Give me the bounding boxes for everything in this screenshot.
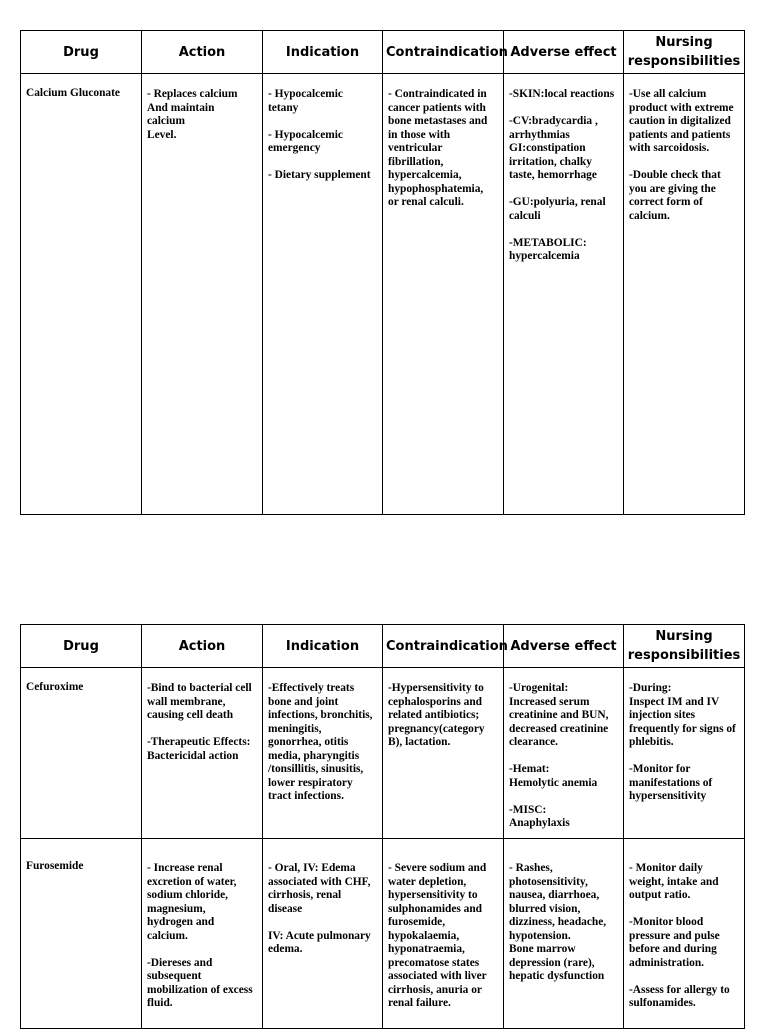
table-header-row bbox=[21, 625, 745, 668]
header-nursing-responsibilities bbox=[624, 625, 745, 668]
header-indication: Indication bbox=[263, 625, 383, 668]
table-header-row bbox=[21, 31, 745, 74]
header-drug: Drug bbox=[21, 31, 142, 74]
header-nursing-text: Nursing responsibilities bbox=[627, 629, 741, 663]
drug-name: Furosemide bbox=[26, 860, 84, 872]
action-cell bbox=[142, 74, 263, 515]
header-nursing-text: Nursing responsibilities bbox=[627, 35, 741, 69]
drug-table-1 bbox=[20, 30, 745, 515]
contraindication-cell bbox=[383, 668, 504, 839]
drug-table-2 bbox=[20, 624, 745, 1029]
drug-name-cell bbox=[21, 668, 142, 839]
action-cell bbox=[142, 668, 263, 839]
contraindication-cell bbox=[383, 839, 504, 1029]
action-text: - Replaces calcium And maintain calcium Level. bbox=[147, 88, 238, 141]
contraindication-text: -Hypersensitivity to cephalosporins and related antibiotics; pregnancy(category B), lactation. bbox=[388, 682, 485, 748]
drug-name: Calcium Gluconate bbox=[26, 87, 120, 99]
header-nursing-responsibilities bbox=[624, 31, 745, 74]
drug-name: Cefuroxime bbox=[26, 681, 84, 693]
adverse-effect-text: -Urogenital: Increased serum creatinine and BUN, decreased creatinine clearance. -Hemat: Hemolytic anemia -MISC: Anaphylaxis bbox=[509, 682, 609, 829]
adverse-effect-cell bbox=[504, 668, 624, 839]
header-adverse-effect: Adverse effect bbox=[504, 31, 624, 74]
indication-cell bbox=[263, 668, 383, 839]
header-contraindication: Contraindication bbox=[383, 31, 504, 74]
adverse-effect-text: -SKIN:local reactions -CV:bradycardia , arrhythmias GI:constipation irritation, chalky taste, hemorrhage -GU:polyuria, renal calculi -METABOLIC: hypercalcemia bbox=[509, 88, 615, 262]
header-indication: Indication bbox=[263, 31, 383, 74]
drug-name-cell bbox=[21, 74, 142, 515]
nursing-text: -Use all calcium product with extreme caution in digitalized patients and patients with sarcoidosis. -Double check that you are giving the correct form of calcium. bbox=[629, 88, 734, 222]
table-row bbox=[21, 668, 745, 839]
nursing-cell bbox=[624, 668, 745, 839]
indication-text: -Effectively treats bone and joint infections, bronchitis, meningitis, gonorrhea, otitis media, pharyngitis /tonsillitis, sinusitis, lower respiratory tract infections. bbox=[268, 682, 373, 802]
action-cell bbox=[142, 839, 263, 1029]
nursing-text: -During: Inspect IM and IV injection sites frequently for signs of phlebitis. -Monitor for manifestations of hypersensitivity bbox=[629, 682, 736, 802]
action-text: -Bind to bacterial cell wall membrane, causing cell death -Therapeutic Effects: Bactericidal action bbox=[147, 682, 252, 762]
table-row bbox=[21, 74, 745, 515]
nursing-cell bbox=[624, 839, 745, 1029]
nursing-cell bbox=[624, 74, 745, 515]
header-drug: Drug bbox=[21, 625, 142, 668]
contraindication-cell bbox=[383, 74, 504, 515]
indication-text: - Hypocalcemic tetany - Hypocalcemic emergency - Dietary supplement bbox=[268, 88, 371, 181]
contraindication-text: - Contraindicated in cancer patients with bone metastases and in those with ventricular fibrillation, hypercalcemia, hypophosphatemia, or renal calculi. bbox=[388, 88, 488, 208]
header-adverse-effect: Adverse effect bbox=[504, 625, 624, 668]
adverse-effect-cell bbox=[504, 74, 624, 515]
indication-text: - Oral, IV: Edema associated with CHF, cirrhosis, renal disease IV: Acute pulmonary edema. bbox=[268, 862, 371, 955]
contraindication-text: - Severe sodium and water depletion, hypersensitivity to sulphonamides and furosemide, hypokalaemia, hyponatraemia, precomatose states associated with liver cirrhosis, anuria or renal failure. bbox=[388, 862, 487, 1009]
nursing-text: - Monitor daily weight, intake and output ratio. -Monitor blood pressure and pulse before and during administration. -Assess for allergy to sulfonamides. bbox=[629, 862, 730, 1009]
table-row bbox=[21, 839, 745, 1029]
header-action: Action bbox=[142, 31, 263, 74]
adverse-effect-text: - Rashes, photosensitivity, nausea, diarrhoea, blurred vision, dizziness, headache, hypotension. Bone marrow depression (rare), hepatic dysfunction bbox=[509, 862, 607, 982]
drug-name-cell bbox=[21, 839, 142, 1029]
indication-cell bbox=[263, 74, 383, 515]
header-action: Action bbox=[142, 625, 263, 668]
indication-cell bbox=[263, 839, 383, 1029]
header-contraindication: Contraindication bbox=[383, 625, 504, 668]
action-text: - Increase renal excretion of water, sodium chloride, magnesium, hydrogen and calcium. -Diereses and subsequent mobilization of excess fluid. bbox=[147, 862, 253, 1009]
adverse-effect-cell bbox=[504, 839, 624, 1029]
